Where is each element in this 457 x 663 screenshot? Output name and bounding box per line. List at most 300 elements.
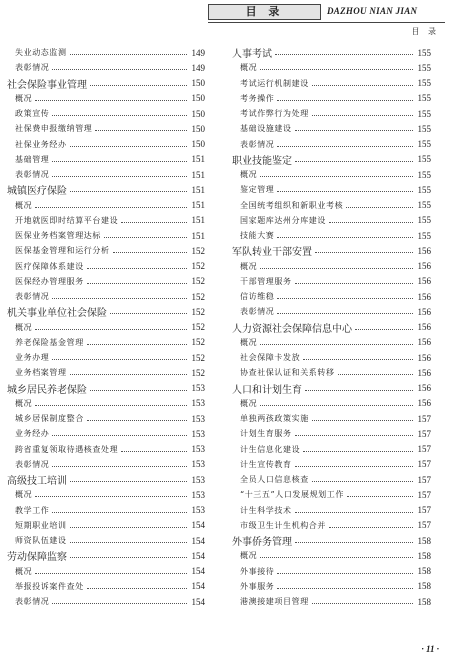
dot-leader xyxy=(260,268,413,269)
toc-subentry[interactable] xyxy=(7,259,205,274)
toc-page-number: 155 xyxy=(417,139,431,150)
toc-subentry[interactable] xyxy=(232,457,431,472)
toc-page-number: 158 xyxy=(417,566,431,577)
toc-entry-title: 业务经办 xyxy=(15,429,50,439)
toc-entry-title: 基础管理 xyxy=(15,154,50,164)
toc-page-number: 153 xyxy=(191,459,205,470)
toc-page-number: 155 xyxy=(417,215,431,226)
toc-entry-title: 人事考试 xyxy=(232,49,272,61)
toc-subentry[interactable] xyxy=(7,60,205,75)
toc-page-number: 153 xyxy=(191,505,205,516)
dot-leader xyxy=(303,451,413,452)
dot-leader xyxy=(52,359,187,360)
toc-section-entry[interactable] xyxy=(7,548,205,563)
toc-section-entry[interactable] xyxy=(232,320,431,335)
dot-leader xyxy=(113,252,187,253)
toc-page-number: 155 xyxy=(417,62,431,73)
toc-subentry[interactable] xyxy=(7,167,205,182)
dot-leader xyxy=(35,573,187,574)
toc-page-number: 154 xyxy=(191,520,205,531)
toc-page-number: 156 xyxy=(417,352,431,363)
toc-entry-title: 医保基金管理和运行分析 xyxy=(15,246,110,256)
toc-page-number: 152 xyxy=(191,306,205,317)
dot-leader xyxy=(110,313,187,314)
toc-section-entry[interactable] xyxy=(7,76,205,91)
toc-entry-title: 概况 xyxy=(240,63,258,73)
toc-page-number: 157 xyxy=(417,474,431,485)
toc-entry-title: 表彰情况 xyxy=(15,63,50,73)
dot-leader xyxy=(52,298,187,299)
dot-leader xyxy=(315,252,413,253)
toc-page-number: 158 xyxy=(417,535,431,546)
toc-page-number: 155 xyxy=(417,78,431,89)
toc-subentry[interactable] xyxy=(232,564,431,579)
dot-leader xyxy=(35,207,187,208)
toc-subentry[interactable] xyxy=(7,503,205,518)
toc-subentry[interactable] xyxy=(7,350,205,365)
toc-page-number: 153 xyxy=(191,428,205,439)
toc-entry-title: 开地就医即时结算平台建设 xyxy=(15,215,119,225)
dot-leader xyxy=(312,85,413,86)
toc-subentry[interactable] xyxy=(232,259,431,274)
toc-entry-title: 表彰情况 xyxy=(240,307,275,317)
toc-entry-title: 基础设施建设 xyxy=(240,124,292,134)
toc-subentry[interactable] xyxy=(232,503,431,518)
toc-page-number: 158 xyxy=(417,596,431,607)
toc-subentry[interactable] xyxy=(232,304,431,319)
toc-subentry[interactable] xyxy=(7,335,205,350)
toc-entry-title: 社会保障卡发放 xyxy=(240,353,301,363)
toc-right-column xyxy=(232,45,431,609)
toc-entry-title: 考务操作 xyxy=(240,93,275,103)
toc-entry-title: 机关事业单位社会保险 xyxy=(7,308,107,320)
toc-entry-title: 失业动态监测 xyxy=(15,48,67,58)
toc-entry-title: 协查社保认证和关系转移 xyxy=(240,368,335,378)
toc-page-number: 155 xyxy=(417,93,431,104)
toc-page-number: 152 xyxy=(191,337,205,348)
toc-page-number: 155 xyxy=(417,200,431,211)
toc-entry-title: 高级技工培训 xyxy=(7,476,67,488)
dot-leader xyxy=(295,435,413,436)
toc-page-number: 156 xyxy=(417,245,431,256)
toc-entry-title: 单独两孩政策实施 xyxy=(240,414,309,424)
toc-section-entry[interactable] xyxy=(7,182,205,197)
dot-leader xyxy=(277,313,413,314)
dot-leader xyxy=(70,542,187,543)
toc-entry-title: 城乡居保制度整合 xyxy=(15,414,84,424)
toc-page-number: 152 xyxy=(191,245,205,256)
dot-leader xyxy=(338,374,413,375)
toc-subentry[interactable] xyxy=(7,518,205,533)
toc-title-box xyxy=(208,4,321,20)
dot-leader xyxy=(277,588,413,589)
toc-entry-title: 外事服务 xyxy=(240,581,275,591)
toc-entry-title: 社会保险事业管理 xyxy=(7,79,87,91)
toc-subentry[interactable] xyxy=(7,426,205,441)
toc-entry-title: 考试作弊行为处理 xyxy=(240,109,309,119)
toc-entry-title: 社保费申报缴纳管理 xyxy=(15,124,93,134)
toc-section-entry[interactable] xyxy=(7,472,205,487)
toc-subentry[interactable] xyxy=(232,365,431,380)
toc-entry-title: 干部管理服务 xyxy=(240,276,292,286)
toc-entry-title: 概况 xyxy=(240,398,258,408)
toc-entry-title: 计生科学技术 xyxy=(240,505,292,515)
dot-leader xyxy=(277,573,413,574)
toc-entry-title: 人力资源社会保障信息中心 xyxy=(232,323,352,335)
yearbook-english-title: DAZHOU NIAN JIAN xyxy=(327,6,418,16)
toc-entry-title: 表彰情况 xyxy=(240,139,275,149)
dot-leader xyxy=(260,405,413,406)
toc-subentry[interactable] xyxy=(7,213,205,228)
toc-page-number: 151 xyxy=(191,200,205,211)
dot-leader xyxy=(87,344,187,345)
toc-entry-title: 医疗保障体系建设 xyxy=(15,261,84,271)
toc-page-number: 156 xyxy=(417,367,431,378)
toc-left-column xyxy=(7,45,205,609)
dot-leader xyxy=(277,237,413,238)
page-number: · 11 · xyxy=(421,644,439,654)
toc-page-number: 152 xyxy=(191,367,205,378)
dot-leader xyxy=(70,146,187,147)
dot-leader xyxy=(52,176,187,177)
toc-subentry[interactable] xyxy=(232,60,431,75)
toc-entry-title: 概况 xyxy=(15,398,33,408)
toc-page-number: 153 xyxy=(191,398,205,409)
toc-subentry[interactable] xyxy=(7,396,205,411)
toc-page-number: 158 xyxy=(417,581,431,592)
toc-page-number: 152 xyxy=(191,276,205,287)
toc-subentry[interactable] xyxy=(232,137,431,152)
toc-subentry[interactable] xyxy=(232,91,431,106)
toc-entry-title: 人口和计划生育 xyxy=(232,384,302,396)
dot-leader xyxy=(295,466,413,467)
dot-leader xyxy=(295,161,413,162)
toc-title: 目 录 xyxy=(245,5,284,18)
toc-section-entry[interactable] xyxy=(7,304,205,319)
dot-leader xyxy=(90,85,187,86)
toc-page-number: 150 xyxy=(191,78,205,89)
header-rule xyxy=(208,22,445,23)
toc-page-number: 156 xyxy=(417,337,431,348)
toc-subentry[interactable] xyxy=(232,579,431,594)
dot-leader xyxy=(70,54,187,55)
dot-leader xyxy=(329,527,413,528)
dot-leader xyxy=(260,344,413,345)
dot-leader xyxy=(305,390,413,391)
toc-page-number: 155 xyxy=(417,123,431,134)
toc-subentry[interactable] xyxy=(232,396,431,411)
dot-leader xyxy=(52,466,187,467)
toc-page-number: 150 xyxy=(191,123,205,134)
dot-leader xyxy=(52,115,187,116)
dot-leader xyxy=(95,130,187,131)
toc-entry-title: 短期职业培训 xyxy=(15,520,67,530)
toc-entry-title: 港澳接建项目管理 xyxy=(240,597,309,607)
toc-entry-title: 业务档案管理 xyxy=(15,368,67,378)
dot-leader xyxy=(90,390,187,391)
toc-page-number: 155 xyxy=(417,108,431,119)
toc-entry-title: 计划生育服务 xyxy=(240,429,292,439)
toc-page-number: 153 xyxy=(191,489,205,500)
toc-subentry[interactable] xyxy=(7,411,205,426)
dot-leader xyxy=(35,100,187,101)
toc-page-number: 156 xyxy=(417,306,431,317)
toc-page-number: 154 xyxy=(191,566,205,577)
toc-subentry[interactable] xyxy=(7,564,205,579)
dot-leader xyxy=(295,542,413,543)
dot-leader xyxy=(87,268,187,269)
toc-page-number: 154 xyxy=(191,596,205,607)
toc-page-number: 157 xyxy=(417,505,431,516)
toc-entry-title: 市级卫生计生机构合并 xyxy=(240,520,326,530)
dot-leader xyxy=(295,512,413,513)
toc-subentry[interactable] xyxy=(232,76,431,91)
toc-entry-title: 医保业务档案管理达标 xyxy=(15,231,101,241)
toc-subentry[interactable] xyxy=(232,442,431,457)
toc-section-entry[interactable] xyxy=(232,243,431,258)
toc-entry-title: 概况 xyxy=(15,322,33,332)
toc-page-number: 157 xyxy=(417,489,431,500)
dot-leader xyxy=(303,359,413,360)
toc-page-number: 150 xyxy=(191,93,205,104)
dot-leader xyxy=(260,557,413,558)
toc-page-number: 153 xyxy=(191,413,205,424)
dot-leader xyxy=(277,298,413,299)
dot-leader xyxy=(275,54,413,55)
dot-leader xyxy=(277,146,413,147)
toc-subentry[interactable] xyxy=(7,594,205,609)
toc-page-number: 156 xyxy=(417,383,431,394)
toc-subentry[interactable] xyxy=(7,274,205,289)
toc-subentry[interactable] xyxy=(232,594,431,609)
toc-entry-title: 表彰情况 xyxy=(15,292,50,302)
toc-entry-title: 军队转业干部安置 xyxy=(232,247,312,259)
toc-page-number: 153 xyxy=(191,383,205,394)
toc-subentry[interactable] xyxy=(232,335,431,350)
toc-subentry[interactable] xyxy=(7,228,205,243)
toc-page-number: 157 xyxy=(417,459,431,470)
toc-entry-title: 举报投诉案件查处 xyxy=(15,581,84,591)
toc-entry-title: 考试运行机制建设 xyxy=(240,78,309,88)
toc-entry-title: 医保经办管理服务 xyxy=(15,276,84,286)
toc-entry-title: 社保业务经办 xyxy=(15,139,67,149)
dot-leader xyxy=(277,100,413,101)
toc-entry-title: 计生宣传教育 xyxy=(240,459,292,469)
dot-leader xyxy=(52,512,187,513)
toc-section-entry[interactable] xyxy=(232,533,431,548)
toc-entry-title: 劳动保障监察 xyxy=(7,552,67,564)
toc-subentry[interactable] xyxy=(7,289,205,304)
toc-page-number: 151 xyxy=(191,154,205,165)
toc-page-number: 150 xyxy=(191,108,205,119)
toc-page-number: 154 xyxy=(191,535,205,546)
toc-subentry[interactable] xyxy=(232,121,431,136)
toc-page-number: 156 xyxy=(417,291,431,302)
dot-leader xyxy=(312,481,413,482)
toc-entry-title: 外事侨务管理 xyxy=(232,537,292,549)
dot-leader xyxy=(312,420,413,421)
toc-subentry[interactable] xyxy=(7,152,205,167)
toc-subentry[interactable] xyxy=(7,106,205,121)
toc-subentry[interactable] xyxy=(232,213,431,228)
toc-subentry[interactable] xyxy=(232,411,431,426)
toc-section-entry[interactable] xyxy=(232,381,431,396)
toc-subentry[interactable] xyxy=(7,579,205,594)
toc-subentry[interactable] xyxy=(7,320,205,335)
toc-entry-title: 表彰情况 xyxy=(15,170,50,180)
dot-leader xyxy=(35,496,187,497)
toc-page-number: 155 xyxy=(417,169,431,180)
toc-entry-title: 职业技能鉴定 xyxy=(232,155,292,167)
toc-subentry[interactable] xyxy=(7,91,205,106)
toc-page-number: 151 xyxy=(191,230,205,241)
dot-leader xyxy=(52,69,187,70)
toc-entry-title: 技能大赛 xyxy=(240,231,275,241)
toc-page-number: 155 xyxy=(417,154,431,165)
toc-page-number: 151 xyxy=(191,184,205,195)
toc-page-number: 155 xyxy=(417,184,431,195)
dot-leader xyxy=(87,588,187,589)
toc-subentry[interactable] xyxy=(232,198,431,213)
toc-page-number: 152 xyxy=(191,322,205,333)
toc-entry-title: 全国统考组织和新职业考核 xyxy=(240,200,344,210)
dot-leader xyxy=(295,283,413,284)
toc-subentry[interactable] xyxy=(232,350,431,365)
toc-page-number: 152 xyxy=(191,291,205,302)
toc-entry-title: 概况 xyxy=(240,337,258,347)
toc-subentry[interactable] xyxy=(232,518,431,533)
dot-leader xyxy=(277,191,413,192)
toc-entry-title: 政策宣传 xyxy=(15,109,50,119)
toc-page-number: 157 xyxy=(417,413,431,424)
dot-leader xyxy=(104,237,187,238)
dot-leader xyxy=(312,603,413,604)
toc-entry-title: 计生信息化建设 xyxy=(240,444,301,454)
toc-subentry[interactable] xyxy=(232,274,431,289)
toc-subentry[interactable] xyxy=(7,457,205,472)
toc-page-number: 153 xyxy=(191,474,205,485)
toc-page-number: 156 xyxy=(417,276,431,287)
toc-entry-title: 信访维稳 xyxy=(240,292,275,302)
toc-subentry[interactable] xyxy=(232,106,431,121)
toc-entry-title: 全员人口信息核查 xyxy=(240,475,309,485)
toc-subentry[interactable] xyxy=(232,548,431,563)
toc-page-number: 149 xyxy=(191,62,205,73)
dot-leader xyxy=(52,435,187,436)
toc-entry-title: 师资队伍建设 xyxy=(15,536,67,546)
toc-subentry[interactable] xyxy=(232,426,431,441)
toc-page-number: 158 xyxy=(417,550,431,561)
toc-entry-title: 概况 xyxy=(15,566,33,576)
toc-page-number: 151 xyxy=(191,169,205,180)
dot-leader xyxy=(121,222,187,223)
toc-subentry[interactable] xyxy=(7,121,205,136)
toc-page-number: 150 xyxy=(191,139,205,150)
toc-subentry[interactable] xyxy=(232,228,431,243)
toc-subentry[interactable] xyxy=(232,289,431,304)
toc-page-number: 155 xyxy=(417,47,431,58)
dot-leader xyxy=(70,481,187,482)
toc-entry-title: 概况 xyxy=(240,261,258,271)
dot-leader xyxy=(35,405,187,406)
dot-leader xyxy=(121,451,187,452)
toc-page-number: 149 xyxy=(191,47,205,58)
toc-entry-title: 表彰情况 xyxy=(15,459,50,469)
dot-leader xyxy=(347,496,413,497)
toc-entry-title: 表彰情况 xyxy=(15,597,50,607)
dot-leader xyxy=(312,115,413,116)
toc-entry-title: 城乡居民养老保险 xyxy=(7,384,87,396)
toc-page-number: 153 xyxy=(191,444,205,455)
toc-subentry[interactable] xyxy=(7,487,205,502)
toc-entry-title: 鉴定管理 xyxy=(240,185,275,195)
toc-entry-title: 教学工作 xyxy=(15,505,50,515)
toc-page-number: 157 xyxy=(417,520,431,531)
dot-leader xyxy=(70,191,187,192)
dot-leader xyxy=(329,222,413,223)
toc-section-entry[interactable] xyxy=(232,45,431,60)
toc-page-number: 151 xyxy=(191,215,205,226)
toc-subentry[interactable] xyxy=(7,442,205,457)
toc-entry-title: 概况 xyxy=(15,490,33,500)
toc-subentry[interactable] xyxy=(7,243,205,258)
toc-subentry[interactable] xyxy=(232,182,431,197)
toc-subentry[interactable] xyxy=(7,198,205,213)
toc-page-number: 156 xyxy=(417,322,431,333)
dot-leader xyxy=(52,603,187,604)
toc-entry-title: 跨省重复领取待遇核查处理 xyxy=(15,444,119,454)
toc-subentry[interactable] xyxy=(7,533,205,548)
dot-leader xyxy=(346,207,413,208)
toc-section-entry[interactable] xyxy=(232,152,431,167)
toc-page-number: 156 xyxy=(417,261,431,272)
toc-entry-title: 概况 xyxy=(15,200,33,210)
dot-leader xyxy=(87,283,187,284)
toc-subentry[interactable] xyxy=(232,472,431,487)
dot-leader xyxy=(87,420,187,421)
dot-leader xyxy=(355,329,413,330)
dot-leader xyxy=(295,130,413,131)
toc-section-entry[interactable] xyxy=(7,381,205,396)
toc-page-number: 152 xyxy=(191,261,205,272)
toc-subentry[interactable] xyxy=(232,487,431,502)
toc-page-number: 154 xyxy=(191,581,205,592)
toc-page-number: 157 xyxy=(417,428,431,439)
toc-entry-title: 养老保险基金管理 xyxy=(15,337,84,347)
toc-page-number: 157 xyxy=(417,444,431,455)
toc-entry-title: 外事接待 xyxy=(240,566,275,576)
toc-entry-title: 概况 xyxy=(15,93,33,103)
toc-subentry[interactable] xyxy=(7,365,205,380)
dot-leader xyxy=(70,374,187,375)
dot-leader xyxy=(70,527,187,528)
dot-leader xyxy=(70,557,187,558)
toc-subentry[interactable] xyxy=(232,167,431,182)
header-section-label: 目 录 xyxy=(411,27,439,36)
toc-entry-title: 城镇医疗保险 xyxy=(7,186,67,198)
toc-page-number: 156 xyxy=(417,398,431,409)
toc-page-number: 152 xyxy=(191,352,205,363)
toc-entry-title: 国家题库达州分库建设 xyxy=(240,215,326,225)
toc-subentry[interactable] xyxy=(7,45,205,60)
toc-entry-title: “十三五”人口发展规划工作 xyxy=(240,490,344,500)
toc-page-number: 155 xyxy=(417,230,431,241)
toc-entry-title: 概况 xyxy=(240,551,258,561)
toc-subentry[interactable] xyxy=(7,137,205,152)
dot-leader xyxy=(260,69,413,70)
dot-leader xyxy=(260,176,413,177)
toc-entry-title: 业务办理 xyxy=(15,353,50,363)
